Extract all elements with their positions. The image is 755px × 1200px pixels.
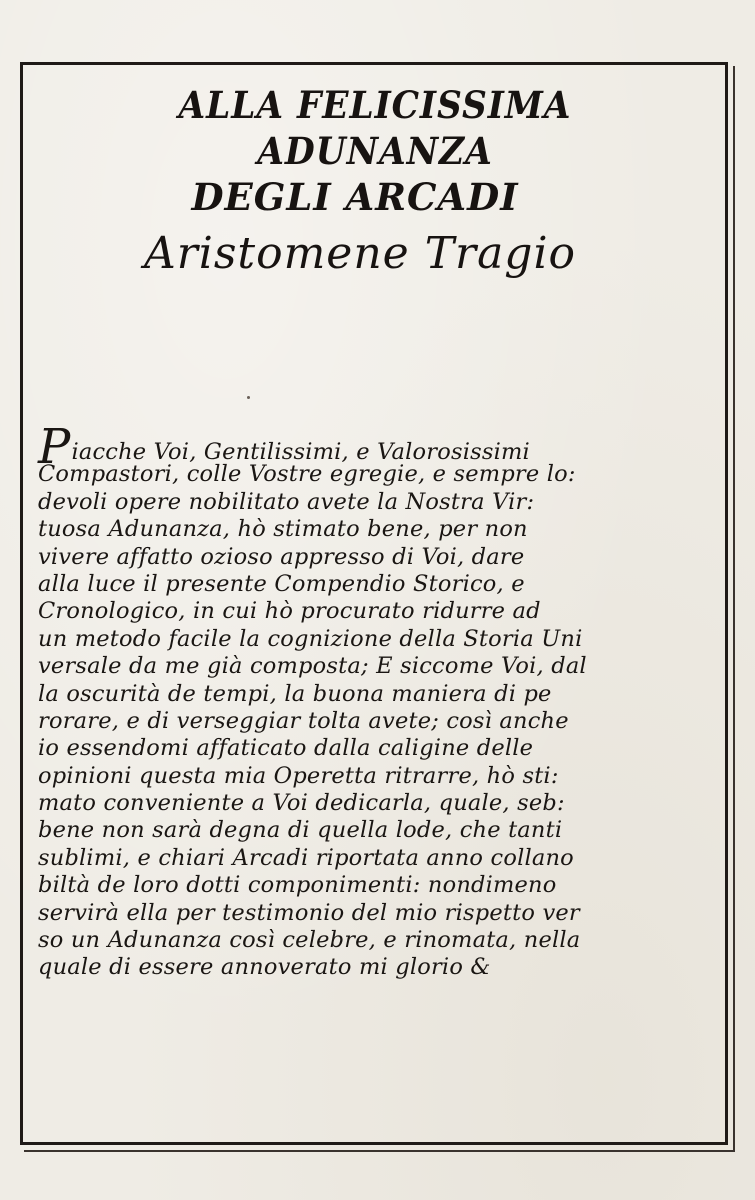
text-line: mato conveniente a Voi dedicarla, quale, seb:	[38, 790, 565, 817]
text-line: alla luce il presente Compendio Storico, e	[38, 570, 525, 597]
heading-line-1: ALLA FELICISSIMA ADUNANZA	[178, 83, 572, 173]
text-line: bene non sarà degna di quella lode, che tanti	[38, 817, 563, 844]
text-line: opinioni questa mia Operetta ritrarre, hò sti:	[38, 762, 559, 789]
text-line: servirà ella per testimonio del mio rispetto ver	[38, 899, 580, 926]
dedication-body	[38, 404, 728, 982]
text-line: rorare, e di verseggiar tolta avete; così anche	[38, 707, 569, 734]
dedication-heading	[40, 82, 710, 282]
text-line: devoli opere nobilitato avete la Nostra Vir:	[38, 488, 535, 515]
text-line: quale di essere annoverato mi glorio &	[38, 954, 491, 981]
text-line: so un Adunanza così celebre, e rinomata, nella	[38, 927, 581, 954]
heading-line-2: DEGLI ARCADI	[191, 175, 519, 219]
author-name: Aristomene Tragio	[143, 228, 577, 279]
text-line: tuosa Adunanza, hò stimato bene, per non	[38, 516, 528, 543]
text-line: vivere affatto ozioso appresso di Voi, dare	[38, 543, 525, 570]
text-line: Compastori, colle Vostre egregie, e sempre lo:	[38, 461, 576, 488]
text-line: versale da me già composta; E siccome Voi, dal	[38, 653, 587, 680]
text-line: un metodo facile la cognizione della Storia Uni	[38, 625, 583, 652]
text-line: sublimi, e chiari Arcadi riportata anno collano	[38, 844, 574, 871]
text-line: Cronologico, in cui hò procurato ridurre ad	[38, 598, 541, 625]
drop-cap: P	[38, 419, 71, 475]
text-line: la oscurità de tempi, la buona maniera di pe	[38, 680, 552, 707]
text-line: io essendomi affaticato dalla caligine delle	[38, 735, 534, 762]
text-line-content: iacche Voi, Gentilissimi, e Valorosissimi	[71, 439, 530, 465]
ink-dot	[247, 396, 250, 399]
text-line: biltà de loro dotti componimenti: nondimeno	[38, 872, 557, 899]
